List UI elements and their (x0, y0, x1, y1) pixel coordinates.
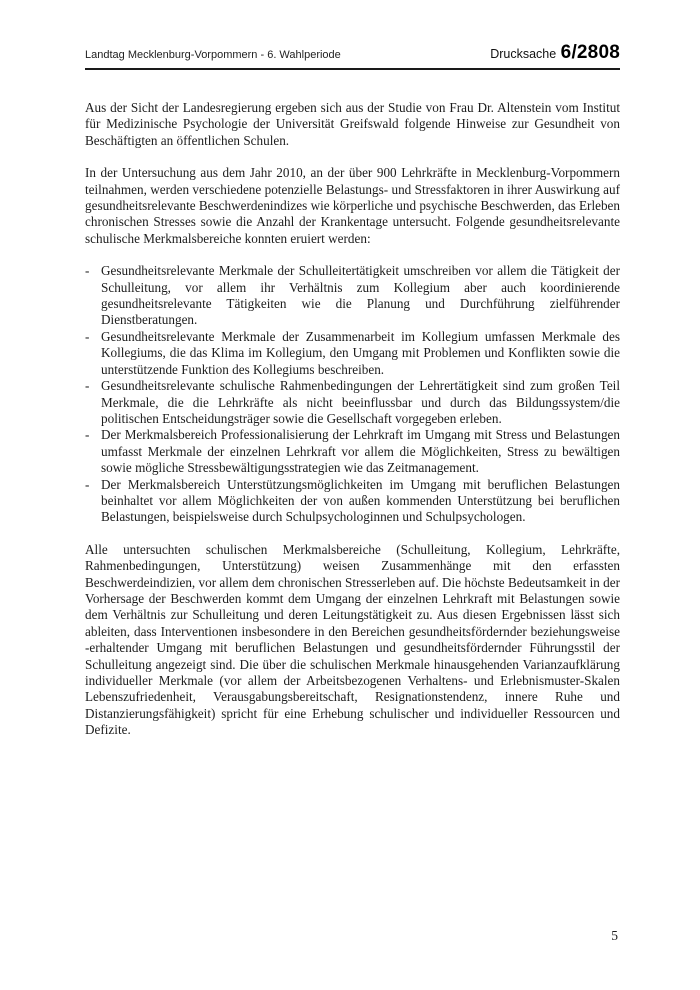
list-item-text: Gesundheitsrelevante schulische Rahmenbedingungen der Lehrertätigkeit sind zum großen Teil Merkmale, die die Lehrkräfte als nicht beeinflussbar und durch das Bildungssystem/die politischen Entscheidungsträger sowie die Gesellschaft vorgegeben erleben. (101, 378, 620, 426)
list-item (85, 263, 620, 329)
list-item-text: Der Merkmalsbereich Professionalisierung der Lehrkraft im Umgang mit Stress und Belastungen umfasst Merkmale der einzelnen Lehrkraft vor allem die Möglichkeiten, Stress zu bewältigen sowie mögliche Stressbewältigungsstrategien wie das Zeitmanagement. (101, 427, 620, 476)
list-item (85, 378, 620, 427)
header-left-text: Landtag Mecklenburg-Vorpommern - 6. Wahlperiode (85, 49, 341, 61)
list-item (85, 329, 620, 378)
list-marker: - (85, 476, 90, 492)
header-rule (85, 68, 620, 70)
header-doc-reference (490, 42, 620, 64)
document-body (85, 100, 620, 739)
list-item-text: Gesundheitsrelevante Merkmale der Schulleitertätigkeit umschreiben vor allem die Tätigkeit der Schulleitung, vor allem ihr Verhältnis zum Kollegium aber auch koordinierende gesundheitsrelevante Tätigkeiten wie die Planung und Durchführung zielführender Dienstberatungen. (101, 263, 620, 328)
paragraph-intro: Aus der Sicht der Landesregierung ergeben sich aus der Studie von Frau Dr. Altenstein vom Institut für Medizinische Psychologie der Universität Greifswald folgende Hinweise zur Gesundheit von Beschäftigten an öffentlichen Schulen. (85, 100, 620, 148)
page-number: 5 (611, 928, 618, 943)
list-item (85, 477, 620, 526)
doc-label: Drucksache (490, 47, 557, 61)
paragraph-study: In der Untersuchung aus dem Jahr 2010, an der über 900 Lehrkräfte in Mecklenburg-Vorpommern teilnahmen, werden verschiedene potenzielle Belastungs- und Stressfaktoren in ihrer Auswirkung auf gesundheitsrelevante Beschwerdenindizes wie körperliche und psychische Beschwerden, das Erleben chronischen Stresses sowie die Anzahl der Krankentage untersucht. Folgende gesundheitsrelevante schulische Merkmalsbereiche konnten eruiert werden: (85, 165, 621, 246)
doc-number: 6/2808 (560, 42, 620, 63)
list-item-text: Der Merkmalsbereich Unterstützungsmöglichkeiten im Umgang mit beruflichen Belastungen beinhaltet vor allem Möglichkeiten der von außen kommenden Unterstützung bei beruflichen Belastungen, beispielsweise durch Schulpsychologinnen und Schulpsychologen. (101, 476, 620, 525)
paragraph-conclusion: Alle untersuchten schulischen Merkmalsbereiche (Schulleitung, Kollegium, Lehrkräfte, Rahmenbedingungen, Unterstützung) weisen Zusammenhänge mit den erfassten Beschwerdeindizien, vor allem dem chronischen Stresserleben auf. Die höchste Bedeutsamkeit in der Vorhersage der Beschwerden kommt dem Umgang der einzelnen Lehrkraft mit Belastungen sowie dem Verhältnis zur Schulleitung und deren Leitungstätigkeit zu. Aus diesen Ergebnissen lässt sich ableiten, dass Interventionen insbesondere in den Bereichen gesundheitsfördernder beziehungsweise -erhaltender Umgang mit beruflichen Belastungen und gesundheitsfördernder Führungsstil der Schulleitung angezeigt sind. Die über die schulischen Merkmale hinausgehenden Varianzaufklärung individueller Merkmale (vor allem der Arbeitsbezogenen Verhaltens- und Erlebnismuster-Skalen Lebenszufriedenheit, Verausgabungsbereitschaft, Resignationstendenz, innere Ruhe und Distanzierungsfähigkeit) spricht für eine Erhebung schulischer und individueller Ressourcen und Defizite. (85, 541, 621, 738)
page-header (85, 42, 620, 64)
list-marker: - (85, 328, 90, 344)
list-marker: - (85, 427, 90, 443)
list-item-text: Gesundheitsrelevante Merkmale der Zusammenarbeit im Kollegium umfassen Merkmale des Kollegiums, die das Klima im Kollegium, den Umgang mit Problemen und Konflikten sowie die unterstützende Funktion des Kollegiums beschreiben. (101, 328, 620, 377)
bullet-list (85, 263, 620, 526)
list-marker: - (85, 263, 90, 279)
list-marker: - (85, 378, 90, 394)
list-item (85, 427, 620, 476)
